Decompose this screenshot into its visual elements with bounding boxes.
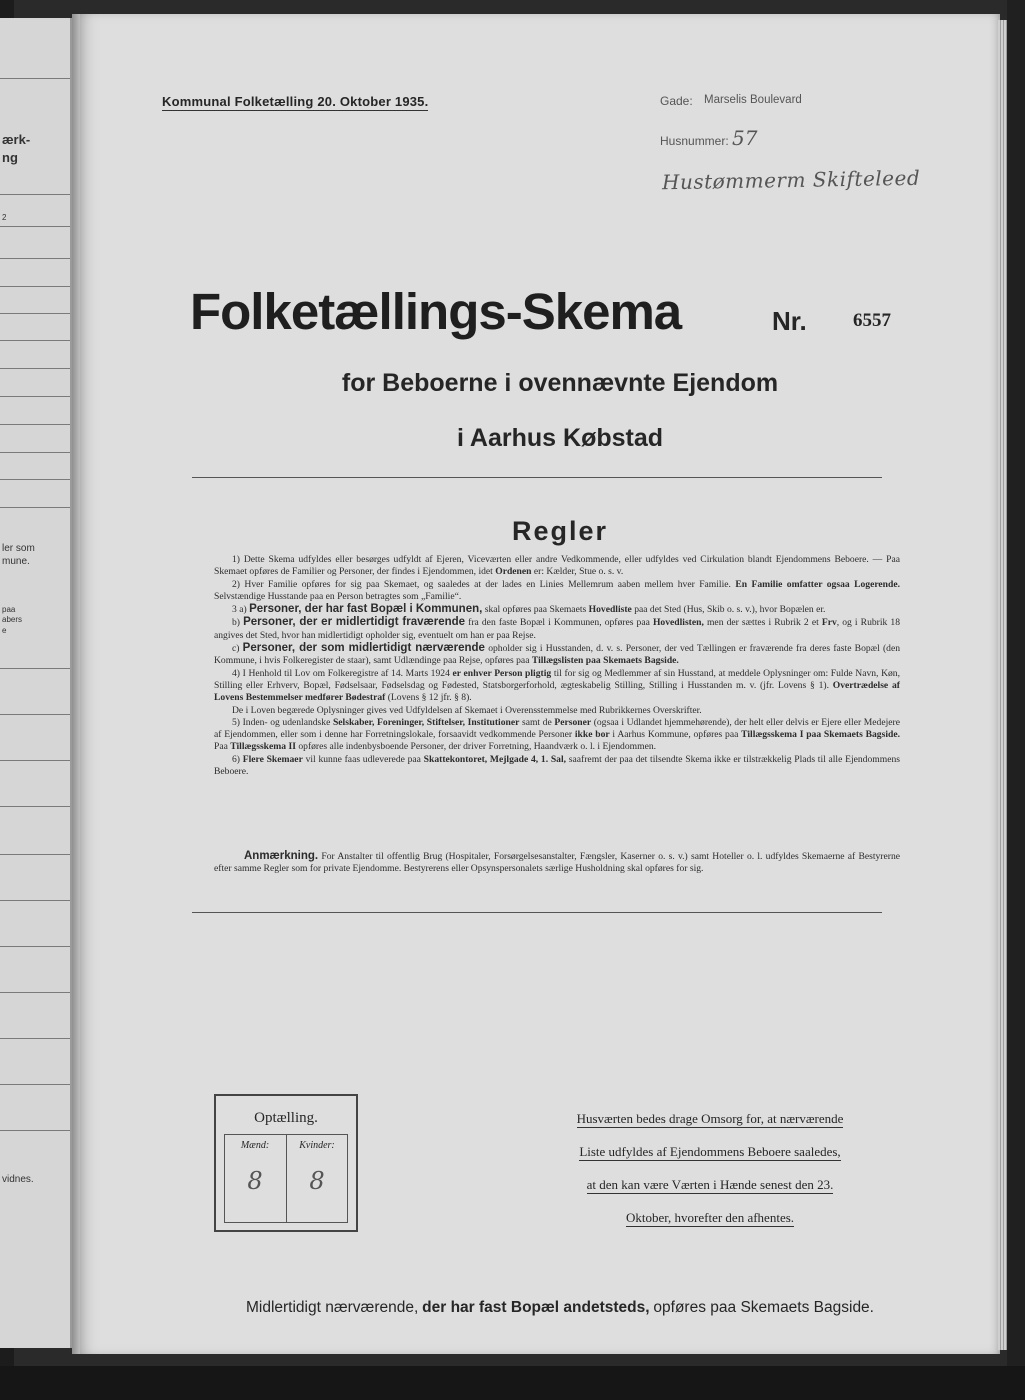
divider-top [192,477,882,478]
prev-page-text: vidnes. [2,1174,34,1185]
handwritten-note: Hustømmerm Skifteleed [661,165,921,195]
count-box-title: Optælling. [254,1110,318,1126]
scan-frame-right [1007,0,1025,1400]
prev-page-text: 2 [2,213,7,222]
rule-1: 1) Dette Skema udfyldes eller besørges udfyldt af Ejeren, Viceværten eller andre Vedkommende, eller udfyldes ved Cirkulation blandt Ejendommens Beboere. — Paa Skemaet opføres de Familier og Personer, der findes i Ejendommen, idet Ordenen er: Kælder, Stue o. s. v. [214,554,900,578]
maend-count: 8 [247,1167,263,1195]
notice-line: Husværten bedes drage Omsorg for, at nærværende [576,1111,844,1126]
rule-3a: 3 a) Personer, der har fast Bopæl i Kommunen, skal opføres paa Skemaets Hovedliste paa det Sted (Hus, Skib o. s. v.), hvor Bopælen er. [232,603,826,616]
divider-bottom [192,912,882,913]
anmaerkning-label: Anmærkning. [244,850,319,862]
prev-page-text: mune. [2,556,30,567]
anmaerkning-text: For Anstalter til offentlig Brug (Hospitaler, Forsørgelsesanstalter, Fængsler, Kaserner o. s. v.) samt Hoteller o. l. udfyldes Skemaerne af Bestyrerne efter samme Regler som for private Ejendomme. Bestyrerens eller Opsynspersonalets særlige Husholdning skal opføres for sig. [214,851,900,875]
rules-heading: Regler [511,516,609,546]
form-number-label: Nr. [772,306,807,336]
gade-label: Gade: [660,94,693,108]
prev-page-text: ng [2,150,18,165]
rule-6: 6) Flere Skemaer vil kunne faas udleverede paa Skattekontoret, Mejlgade 4, 1. Sal, saafremt der paa det tilsendte Skema ikke er tilstrækkelig Plads til alle Ejendommens Beboere. [214,753,900,778]
prev-page-text: e [2,626,7,635]
page-stack-edge [998,20,1007,1350]
notice-line: Liste udfyldes af Ejendommens Beboere saaledes, [579,1144,841,1159]
form-title: Folketællings-Skema [190,283,682,340]
census-form-page [80,14,1000,1354]
husnummer-label: Husnummer: [660,134,729,148]
anmaerkning-note [214,850,900,876]
rule-2: 2) Hver Familie opføres for sig paa Skemaet, og saaledes at der lades en Linies Mellemrum aaben mellem hver Familie. En Familie omfatter ogsaa Logerende. Selvstændige Husstande paa en Person betragtes som „Familie“. [214,578,900,602]
prev-page-text: ler som [2,543,35,554]
form-number: 6557 [853,310,891,331]
previous-page-fragment [0,18,72,1348]
maend-label: Mænd: [240,1140,270,1151]
notice-line: at den kan være Værten i Hænde senest den 23. [586,1177,834,1192]
subtitle-beboerne: for Beboerne i ovennævnte Ejendom [341,369,779,397]
count-box [214,1094,358,1232]
rule-3b: b) Personer, der er midlertidigt fraværende fra den faste Bopæl i Kommunen, opføres paa Hovedlisten, men der sættes i Rubrik 2 et Frv, og i Rubrik 18 angives det Sted, hvor han midlertidigt opholder sig, eventuelt om han er paa Rejse. [214,616,901,641]
rule-4: 4) I Henhold til Lov om Folkeregistre af 14. Marts 1924 er enhver Person pligtig til for sig og Medlemmer af sin Husstand, at meddele Oplysninger om: Fulde Navn, Køn, Stilling eller Erhverv, Bopæl, Fødselsaar, Fødselsdag og Fødested, Statsborgerforhold, ægteskabelig Stilling, Stilling i Husstanden m. v. (jfr. Lovens § 1). Overtrædelse af Lovens Bestemmelser medfører Bødestraf (Lovens § 12 jfr. § 8). [214,667,900,704]
gade-value: Marselis Boulevard [704,94,802,106]
prev-page-text: abers [2,615,23,624]
kvinder-label: Kvinder: [299,1140,335,1151]
prev-page-text: ærk- [2,132,31,147]
landlord-notice [518,1102,902,1234]
notice-line: Oktober, hvorefter den afhentes. [625,1210,795,1225]
kvinder-count: 8 [309,1167,325,1195]
count-table [224,1134,348,1223]
rule-4b: De i Loven begærede Oplysninger gives ved Udfyldelsen af Skemaet i Overensstemmelse med Rubrikkernes Overskrifter. [232,704,702,716]
subtitle-city: i Aarhus Købstad [456,424,664,452]
rules-body [214,554,900,778]
husnummer-value: 57 [732,126,758,150]
rule-3c: c) Personer, der som midlertidigt nærværende opholder sig i Husstanden, d. v. s. Personer, der ved Tællingen er fraværende fra deres faste Bopæl (den Kommune, i hvis Folkeregister de staar), samt Udlændinge paa Rejse, opføres paa Tillægslisten paa Skemaets Bagside. [214,642,901,667]
prev-page-text: paa [2,605,16,614]
census-date-line: Kommunal Folketælling 20. Oktober 1935. [162,94,429,109]
scan-frame-bottom [0,1366,1025,1400]
footer-instruction: Midlertidigt nærværende, der har fast Bopæl andetsteds, opføres paa Skemaets Bagside. [245,1299,874,1316]
rule-5: 5) Inden- og udenlandske Selskaber, Foreninger, Stiftelser, Institutioner samt de Personer (ogsaa i Udlandet hjemmehørende), der helt eller delvis er Ejere eller Medejere af Ejendommen, eller som i denne har Forretningslokale, forsaavidt vedkommende Personer ikke bor i Aarhus Kommune, opføres paa Tillægsskema I paa Skemaets Bagside. Paa Tillægsskema II opføres alle indenbysboende Personer, der driver Forretning, Haandværk o. l. i Ejendommen. [214,716,900,753]
